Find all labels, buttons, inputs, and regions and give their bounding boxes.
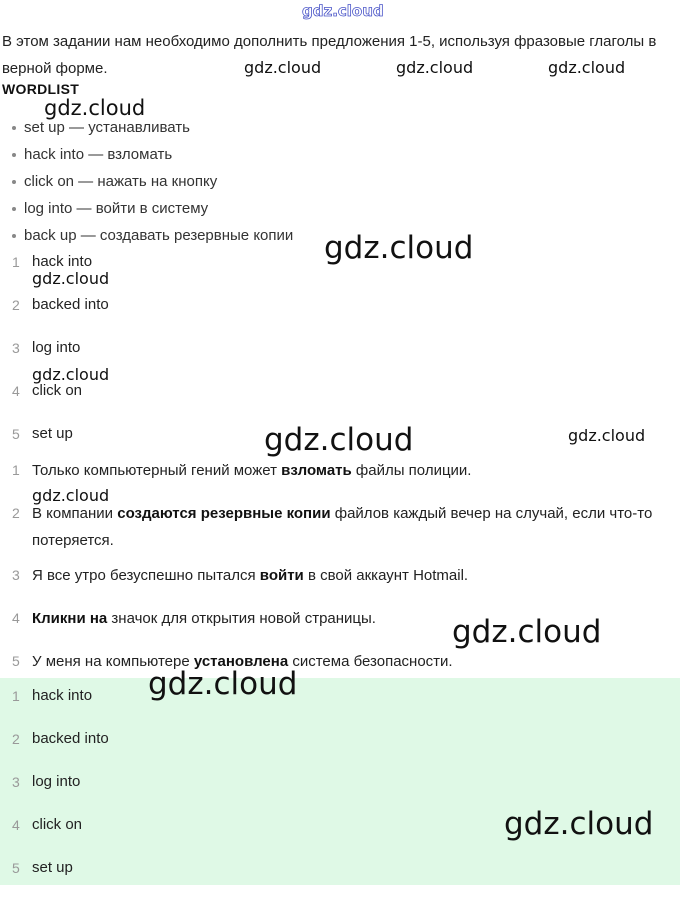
answer-item [0,684,680,727]
wordlist-heading: WORDLIST [2,81,80,97]
watermark: gdz.cloud [32,486,110,505]
answer-text: hack into [32,687,93,704]
translation-item: 3 Я все утро безуспешно пытался войти в свой аккаунт Hotmail. [0,562,680,605]
answer-text: backed into [32,296,109,313]
answer-text: log into [32,773,81,790]
bullet-icon [12,153,16,157]
item-number: 4 [12,817,20,833]
answer-item [0,294,680,337]
item-number: 3 [12,567,20,583]
translation-item: 2 В компании создаются резервные копии файлов каждый вечер на случай, если что-то потеряется. [0,500,680,562]
answer-text: backed into [32,730,109,747]
answer-box-list [0,684,680,899]
item-number: 2 [12,731,20,747]
answer-text: set up [32,859,73,876]
watermark: gdz.cloud [244,58,322,77]
answer-text: hack into [32,253,93,270]
item-number: 1 [12,254,20,270]
watermark: gdz.cloud [44,96,146,120]
item-number: 2 [12,505,20,521]
translation-item: 1 Только компьютерный гений может взломать файлы полиции. [0,457,680,500]
answer-item [0,380,680,423]
answer-text: click on [32,816,83,833]
watermark: gdz.cloud [504,806,654,842]
item-number: 2 [12,297,20,313]
watermark: gdz.cloud [324,230,474,266]
wordlist-item: back up — создавать резервные копии [12,222,293,249]
answer-text: set up [32,425,73,442]
watermark-top: gdz.cloud [302,2,384,20]
answer-item [0,856,680,899]
item-number: 4 [12,610,20,626]
item-number: 4 [12,383,20,399]
translation-item: 5 У меня на компьютере установлена система безопасности. [0,648,680,675]
item-number: 1 [12,462,20,478]
watermark: gdz.cloud [148,666,298,702]
item-number: 1 [12,688,20,704]
item-number: 3 [12,774,20,790]
watermark: gdz.cloud [396,58,474,77]
item-number: 5 [12,426,20,442]
wordlist-item: click on — нажать на кнопку [12,168,293,195]
item-number: 5 [12,860,20,876]
item-number: 5 [12,653,20,669]
wordlist-item: log into — войти в систему [12,195,293,222]
wordlist [12,114,293,249]
answer-text: log into [32,339,81,356]
wordlist-item: hack into — взломать [12,141,293,168]
watermark: gdz.cloud [568,426,646,445]
bullet-icon [12,126,16,130]
translation-item: 4 Кликни на значок для открытия новой страницы. [0,605,680,648]
bullet-icon [12,180,16,184]
bullet-icon [12,207,16,211]
watermark: gdz.cloud [452,614,602,650]
answer-text: click on [32,382,83,399]
intro-text: В этом задании нам необходимо дополнить предложения 1-5, используя фразовые глаголы в верной форме. [2,33,657,77]
watermark: gdz.cloud [548,58,626,77]
answer-item [0,727,680,770]
wordlist-item: set up — устанавливать [12,114,293,141]
watermark: gdz.cloud [264,422,414,458]
bullet-icon [12,234,16,238]
watermark: gdz.cloud [32,365,110,384]
watermark: gdz.cloud [32,269,110,288]
item-number: 3 [12,340,20,356]
